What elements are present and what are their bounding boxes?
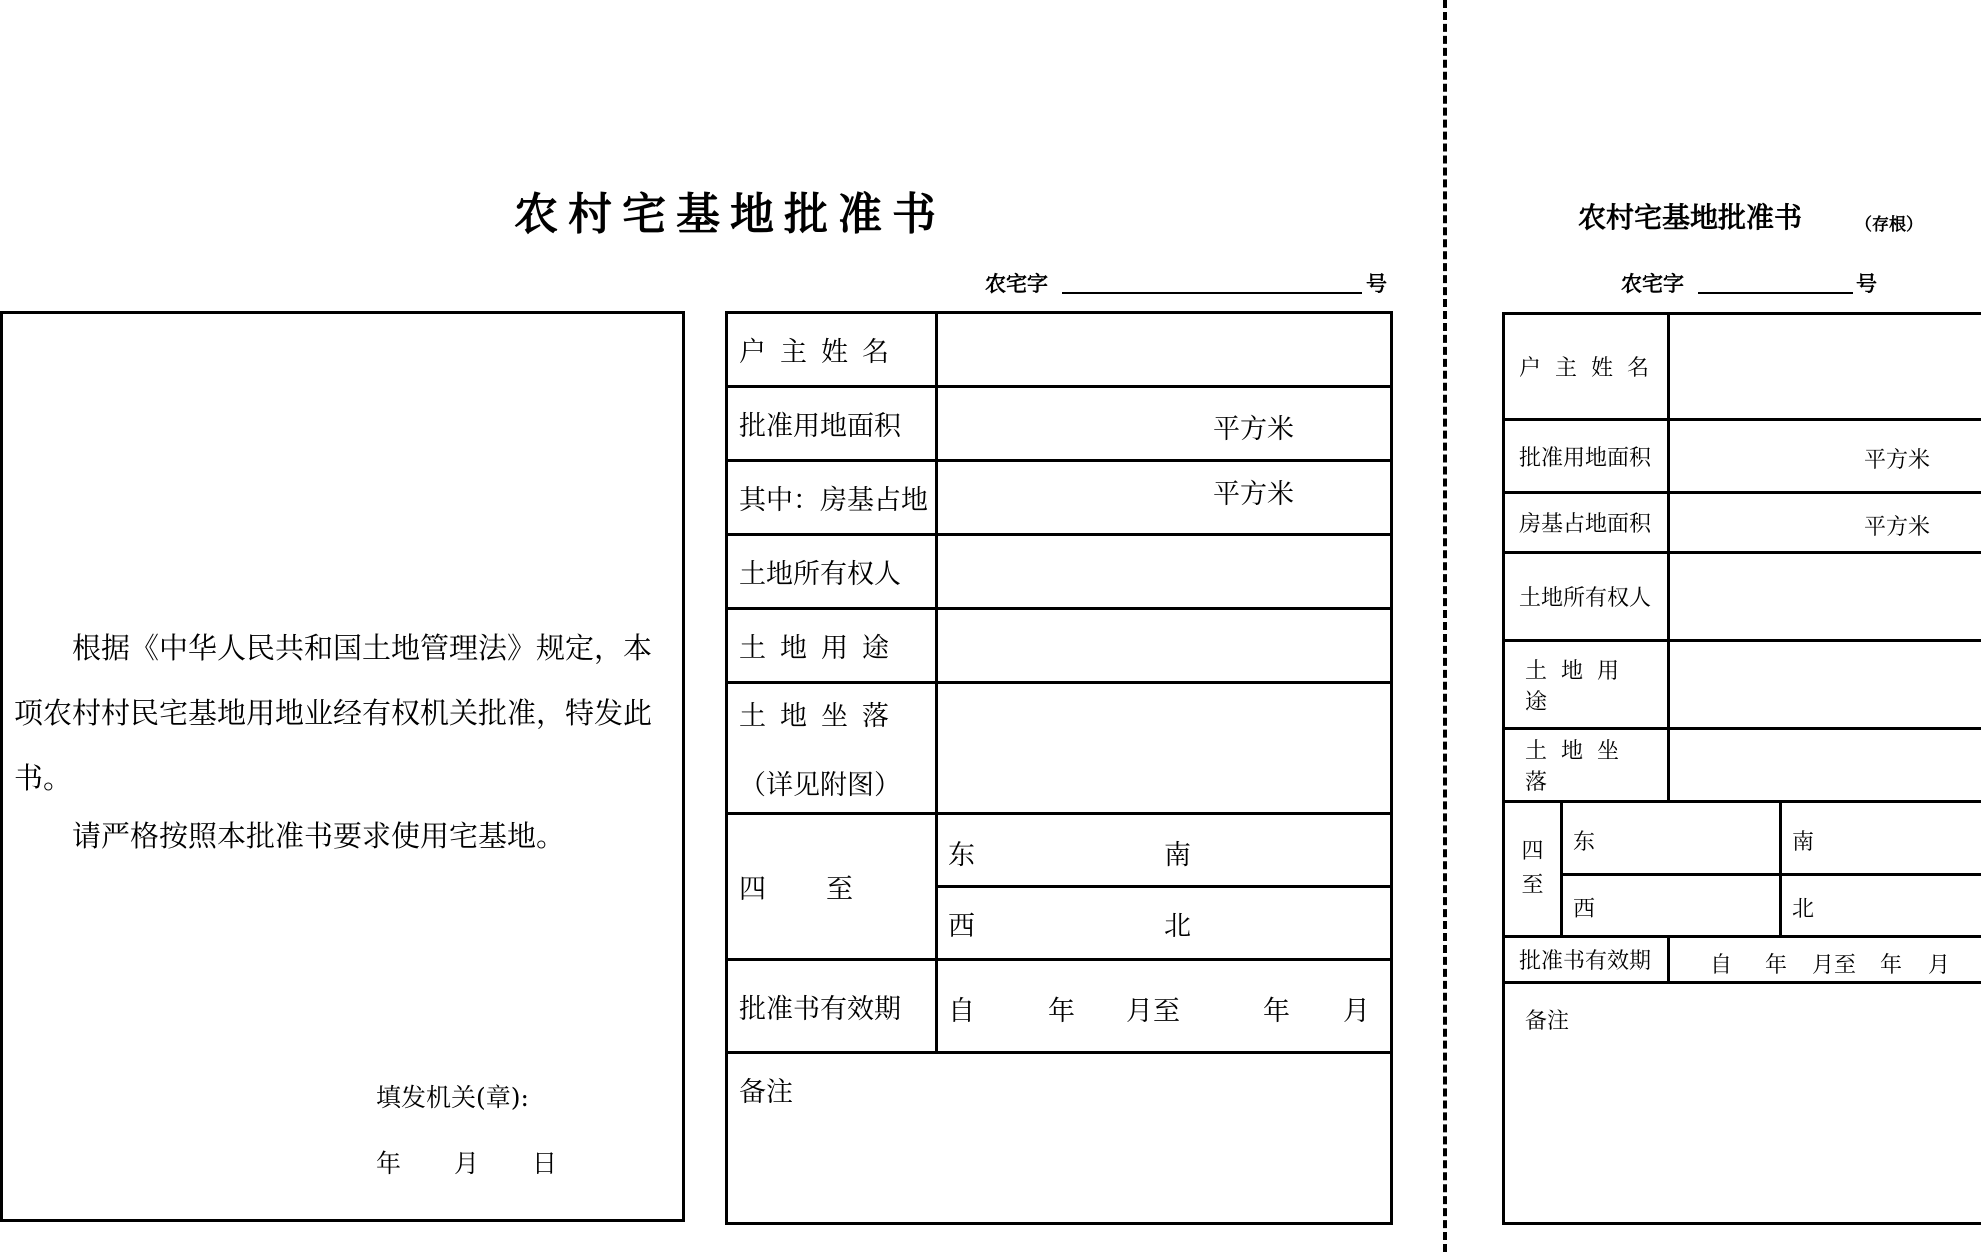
field-boundary-south[interactable] — [1200, 815, 1390, 885]
field-approved-area[interactable] — [937, 387, 1392, 461]
issue-date-month: 月 — [454, 1149, 480, 1178]
validity-year-1: 年 — [1048, 996, 1075, 1027]
stub-validity-from: 自 — [1710, 953, 1733, 978]
label-land-use: 土地用途 — [727, 609, 937, 683]
notice-paragraph-legal-basis: 根据《中华人民共和国土地管理法》规定，本项农村村民宅基地用地业经有权机关批准，特发此书。 — [14, 631, 653, 795]
label-householder: 户主姓名 — [727, 313, 937, 387]
label-remarks: 备注 — [739, 1077, 793, 1108]
unit-approved-area: 平方米 — [1213, 414, 1294, 445]
unit-building-area: 平方米 — [1213, 479, 1294, 510]
stub-serial-suffix: 号 — [1856, 272, 1877, 296]
stub-title: 农村宅基地批准书 — [1578, 201, 1803, 234]
label-land-location: 土地坐落 — [739, 701, 903, 732]
stub-validity-year-2: 年 — [1880, 953, 1903, 978]
boundary-east-label: 东 — [948, 840, 975, 871]
field-building-area[interactable] — [937, 461, 1392, 535]
stub-unit-building-area: 平方米 — [1864, 515, 1931, 540]
stub-label-land-owner: 土地所有权人 — [1504, 553, 1669, 641]
stub-label-approved-area: 批准用地面积 — [1504, 420, 1669, 493]
stub-label-land-use: 土地用途 — [1504, 641, 1669, 729]
stub-unit-approved-area: 平方米 — [1864, 448, 1931, 473]
remarks-area[interactable] — [727, 1053, 1392, 1224]
field-land-use[interactable] — [937, 609, 1392, 683]
notice-paragraph-usage: 请严格按照本批准书要求使用宅基地。 — [72, 819, 566, 853]
stub-serial-prefix: 农宅字 — [1621, 272, 1684, 296]
field-boundary-north[interactable] — [1200, 888, 1390, 958]
stub-label-boundaries — [1504, 802, 1562, 937]
stub-validity-month-to: 月至 — [1812, 953, 1857, 978]
stub-boundary-west-label: 西 — [1573, 897, 1596, 922]
stub-field-boundary-east[interactable] — [1562, 802, 1781, 875]
issue-date-year: 年 — [376, 1149, 402, 1178]
stub-validity-month-2: 月 — [1928, 953, 1951, 978]
stub-field-land-location[interactable] — [1669, 729, 1981, 802]
field-boundary-west[interactable] — [984, 888, 1144, 958]
stub-field-boundary-south[interactable] — [1781, 802, 1981, 875]
field-validity[interactable] — [937, 960, 1392, 1053]
stub-title-note: （存根） — [1855, 215, 1923, 235]
stub-boundary-north-label: 北 — [1792, 897, 1815, 922]
stub-boundary-east-label: 东 — [1573, 830, 1596, 855]
stub-label-validity: 批准书有效期 — [1504, 937, 1669, 983]
boundary-south-label: 南 — [1164, 840, 1191, 871]
stub-field-building-area[interactable] — [1669, 493, 1981, 553]
label-boundaries-cell — [727, 814, 937, 960]
label-building-area: 其中：房基占地 — [727, 461, 937, 535]
boundary-north-label: 北 — [1164, 911, 1191, 942]
stub-field-validity[interactable] — [1669, 937, 1981, 983]
field-land-owner[interactable] — [937, 535, 1392, 609]
stub-label-boundaries-2: 至 — [1521, 873, 1544, 898]
stub-remarks-area[interactable] — [1504, 983, 1981, 1224]
label-approved-area: 批准用地面积 — [727, 387, 937, 461]
stub-field-boundary-west[interactable] — [1562, 875, 1781, 937]
boundaries-grid — [937, 814, 1392, 960]
stub-label-building-area: 房基占地面积 — [1504, 493, 1669, 553]
stub-field-householder[interactable] — [1669, 314, 1981, 420]
field-householder[interactable] — [937, 313, 1392, 387]
validity-month-2: 月 — [1343, 996, 1370, 1027]
stub-serial-number-field[interactable] — [1698, 292, 1853, 294]
stub-form-table — [1502, 312, 1981, 1225]
issue-date-day: 日 — [532, 1149, 558, 1178]
stub-field-approved-area[interactable] — [1669, 420, 1981, 493]
label-validity: 批准书有效期 — [727, 960, 937, 1053]
label-land-owner: 土地所有权人 — [727, 535, 937, 609]
boundary-west-label: 西 — [948, 911, 975, 942]
label-boundaries: 四至 — [739, 874, 913, 905]
stub-label-householder: 户主姓名 — [1504, 314, 1669, 420]
main-serial-suffix: 号 — [1366, 272, 1387, 296]
stub-validity-year-1: 年 — [1765, 953, 1788, 978]
stub-field-land-owner[interactable] — [1669, 553, 1981, 641]
validity-month-to: 月至 — [1126, 996, 1180, 1027]
field-land-location[interactable] — [937, 683, 1392, 814]
issuer-label: 填发机关(章): — [376, 1083, 529, 1112]
stub-label-land-location: 土地坐落 — [1504, 729, 1669, 802]
main-serial-number-field[interactable] — [1062, 292, 1362, 294]
main-serial-prefix: 农宅字 — [985, 272, 1048, 296]
stub-label-boundaries-1: 四 — [1521, 839, 1544, 864]
label-land-location-cell — [727, 683, 937, 814]
main-title: 农村宅基地批准书 — [514, 189, 946, 240]
stub-field-boundary-north[interactable] — [1781, 875, 1981, 937]
label-land-location-note: （详见附图） — [739, 770, 901, 801]
validity-from: 自 — [948, 996, 975, 1027]
validity-year-2: 年 — [1263, 996, 1290, 1027]
field-boundary-east[interactable] — [984, 815, 1144, 885]
stub-boundary-south-label: 南 — [1792, 830, 1815, 855]
tear-off-divider — [1443, 0, 1447, 1252]
main-form-table — [725, 311, 1393, 1225]
stub-field-land-use[interactable] — [1669, 641, 1981, 729]
stub-label-remarks: 备注 — [1525, 1009, 1570, 1034]
